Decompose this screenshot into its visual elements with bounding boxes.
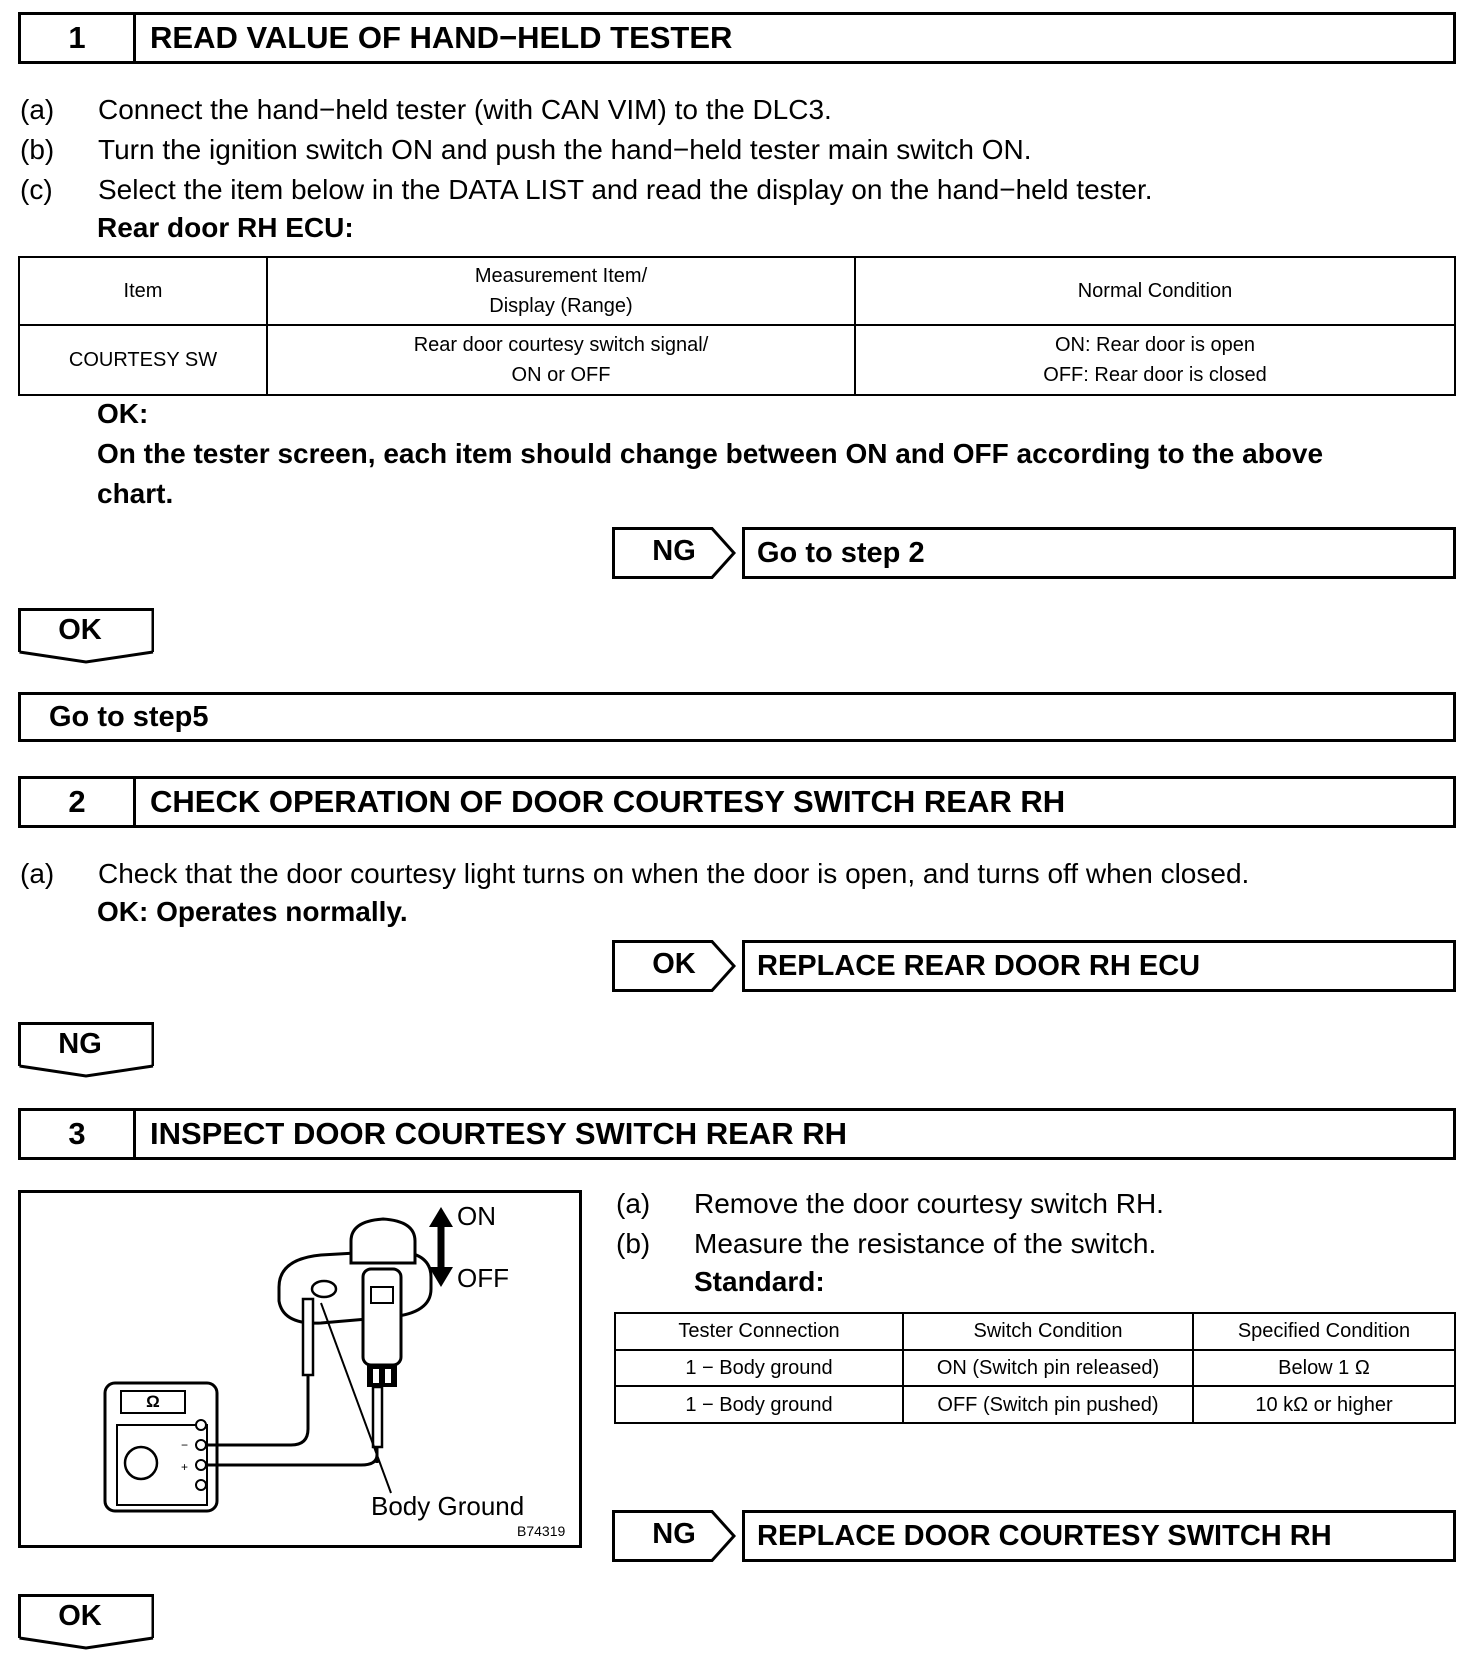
step-text: Connect the hand−held tester (with CAN VIM) to the DLC3. xyxy=(98,94,832,125)
ng-down-tag[interactable] xyxy=(18,1022,154,1078)
table-cell: 10 kΩ or higher xyxy=(1193,1386,1455,1423)
go-to-step-2-box[interactable]: Go to step 2 xyxy=(742,527,1456,579)
step-label: (a) xyxy=(20,858,55,889)
ng-branch-tag[interactable] xyxy=(612,527,736,579)
step-text: Select the item below in the DATA LIST and read the display on the hand−held tester. xyxy=(98,174,1153,205)
table-cell: 1 − Body ground xyxy=(615,1386,903,1423)
ok-down-tag[interactable] xyxy=(18,608,154,664)
table-header-switch: Switch Condition xyxy=(903,1313,1193,1350)
table-cell-item: COURTESY SW xyxy=(19,325,267,395)
ok-down-tag[interactable] xyxy=(18,1594,154,1650)
step-1b xyxy=(18,130,1458,170)
ng-label: NG xyxy=(652,535,696,567)
ok-branch-tag[interactable] xyxy=(612,940,736,992)
table-header-item: Item xyxy=(19,257,267,325)
resistance-table xyxy=(614,1312,1456,1424)
section-1-header xyxy=(18,12,1456,64)
table-cell-line: ON: Rear door is open xyxy=(1054,334,1256,356)
ok-criteria: OK: Operates normally. xyxy=(97,896,408,927)
table-cell-measurement xyxy=(267,325,855,395)
step-label: (c) xyxy=(20,174,53,205)
step-1a xyxy=(18,90,1458,130)
step-label: (b) xyxy=(20,134,55,165)
table-header-normal: Normal Condition xyxy=(855,257,1455,325)
table-header-specified: Specified Condition xyxy=(1193,1313,1455,1350)
ng-label: NG xyxy=(58,1028,102,1060)
step-text: Measure the resistance of the switch. xyxy=(694,1228,1157,1259)
section-3-number: 3 xyxy=(21,1111,136,1157)
figure-id: B74319 xyxy=(517,1523,566,1539)
table-cell: OFF (Switch pin pushed) xyxy=(903,1386,1193,1423)
ok-label: OK xyxy=(58,614,102,646)
table-header-measurement-line1: Measurement Item/ xyxy=(474,265,648,287)
body-ground-label: Body Ground xyxy=(371,1491,525,1521)
replace-ecu-box[interactable]: REPLACE REAR DOOR RH ECU xyxy=(742,940,1456,992)
replace-switch-box[interactable]: REPLACE DOOR COURTESY SWITCH RH xyxy=(742,1510,1456,1562)
step-label: (b) xyxy=(616,1228,651,1259)
step-1c xyxy=(18,170,1458,210)
table-cell: ON (Switch pin released) xyxy=(903,1350,1193,1387)
ok-label: OK xyxy=(652,948,696,980)
ohm-label: Ω xyxy=(146,1392,160,1411)
step-2a xyxy=(18,854,1458,894)
section-3-title: INSPECT DOOR COURTESY SWITCH REAR RH xyxy=(150,1116,847,1151)
section-2-title: CHECK OPERATION OF DOOR COURTESY SWITCH REAR RH xyxy=(150,784,1066,819)
step-3b xyxy=(614,1224,1458,1264)
table-cell-line: OFF: Rear door is closed xyxy=(1043,364,1267,386)
ng-branch-tag[interactable] xyxy=(612,1510,736,1562)
standard-label: Standard: xyxy=(694,1266,825,1297)
table-header-tester: Tester Connection xyxy=(615,1313,903,1350)
ok-criteria-line1: On the tester screen, each item should change between ON and OFF according to the above xyxy=(97,438,1324,469)
section-1-number: 1 xyxy=(21,15,136,61)
svg-text:+: + xyxy=(181,1460,189,1474)
ok-criteria-line2: chart. xyxy=(97,478,174,509)
step-text: Turn the ignition switch ON and push the hand−held tester main switch ON. xyxy=(98,134,1032,165)
section-2-header xyxy=(18,776,1456,828)
table-header-measurement xyxy=(267,257,855,325)
off-label: OFF xyxy=(457,1263,509,1293)
step-3a xyxy=(614,1184,1458,1224)
data-list-table xyxy=(18,256,1456,396)
table-cell-normal xyxy=(855,325,1455,395)
section-1-title: READ VALUE OF HAND−HELD TESTER xyxy=(150,20,733,55)
step-text: Check that the door courtesy light turns on when the door is open, and turns off when closed. xyxy=(98,858,1250,889)
step-text: Remove the door courtesy switch RH. xyxy=(694,1188,1164,1219)
ng-label: NG xyxy=(652,1518,696,1550)
table-header-measurement-line2: Display (Range) xyxy=(489,295,633,317)
table-cell: Below 1 Ω xyxy=(1193,1350,1455,1387)
table-cell-line: Rear door courtesy switch signal/ xyxy=(413,334,709,356)
svg-text:−: − xyxy=(181,1438,189,1452)
ok-label: OK xyxy=(58,1600,102,1632)
go-to-step5-box[interactable]: Go to step5 xyxy=(18,692,1456,742)
ok-label: OK: xyxy=(97,398,149,429)
switch-figure xyxy=(18,1190,582,1548)
table-cell-line: ON or OFF xyxy=(511,364,611,386)
ecu-subheading: Rear door RH ECU: xyxy=(97,212,354,243)
step-label: (a) xyxy=(616,1188,651,1219)
section-3-header xyxy=(18,1108,1456,1160)
section-2-number: 2 xyxy=(21,779,136,825)
table-cell: 1 − Body ground xyxy=(615,1350,903,1387)
on-label: ON xyxy=(457,1201,496,1231)
step-label: (a) xyxy=(20,94,55,125)
